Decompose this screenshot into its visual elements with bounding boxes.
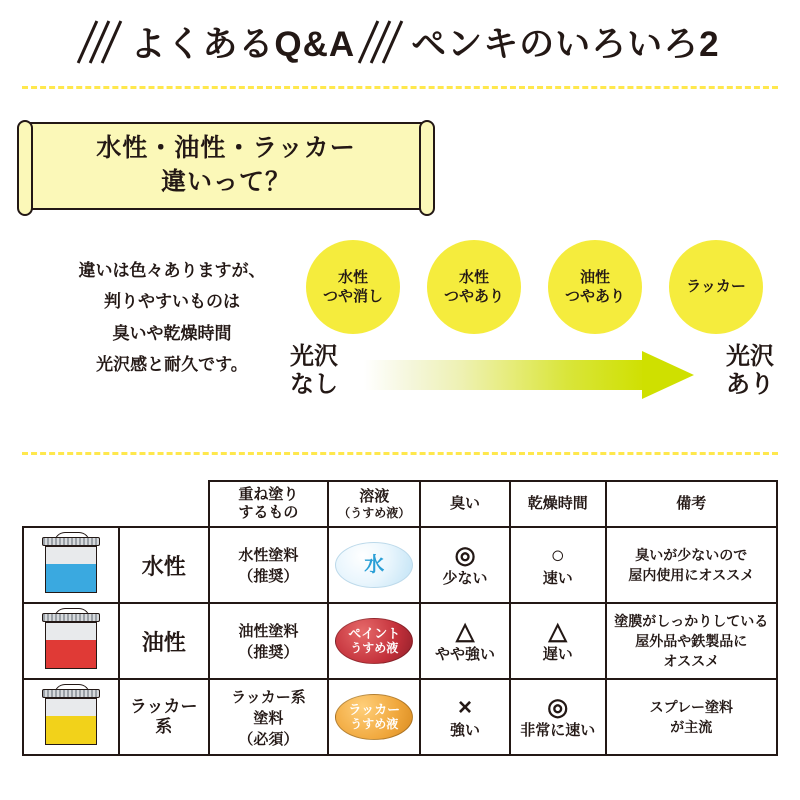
row-0-smell-symbol: ◎ <box>454 541 476 569</box>
banner-line-1: 水性・油性・ラッカー <box>96 134 356 163</box>
row-0-smell <box>420 527 510 603</box>
row-2-dry-symbol: ◎ <box>547 693 569 721</box>
row-2-solvent-line1: ラッカー <box>348 702 401 718</box>
row-2-overcoat-line2: 塗料 <box>253 709 284 727</box>
gloss-circle-1-line1: 水性 <box>458 268 489 286</box>
gloss-label-high-line2: あり <box>726 370 774 398</box>
gloss-circle-oil-gloss <box>548 240 642 334</box>
header-solvent-line1: 溶液 <box>359 487 390 505</box>
row-2-note <box>606 679 777 755</box>
intro-line-1: 違いは色々ありますが、 <box>78 261 266 280</box>
banner-line-2: 違いって？ <box>160 168 291 196</box>
header-can-blank <box>23 481 119 527</box>
scroll-cap-left-icon <box>17 120 33 216</box>
gloss-circle-group <box>300 240 770 334</box>
row-0-overcoat <box>209 527 329 603</box>
table-row <box>23 527 777 603</box>
triple-slash-icon-center <box>361 19 405 65</box>
paint-can-icon-lacquer <box>42 689 100 745</box>
divider-top <box>22 86 778 89</box>
header-overcoat <box>209 481 329 527</box>
can-top-strip <box>46 623 96 640</box>
row-0-smell-text: 少ない <box>442 569 488 587</box>
gloss-circle-2-line1: 油性 <box>579 268 610 286</box>
row-2-can-cell <box>23 679 119 755</box>
row-1-can-cell <box>23 603 119 679</box>
row-2-smell-symbol: × <box>458 693 473 721</box>
row-1-drying <box>510 603 606 679</box>
gloss-circle-water-matte <box>306 240 400 334</box>
gloss-circle-3-line1: ラッカー <box>686 278 746 296</box>
gloss-label-none-line2: なし <box>290 370 338 398</box>
triple-slash-icon-left <box>80 19 124 65</box>
row-2-solvent-line2: うすめ液 <box>350 716 399 731</box>
row-2-overcoat-line3: （必須） <box>238 730 299 748</box>
row-1-note-line3: オススメ <box>663 653 720 670</box>
can-fill <box>46 564 96 592</box>
row-0-solvent <box>328 527 420 603</box>
row-2-overcoat <box>209 679 329 755</box>
header-title-left: よくあるQ&A <box>130 25 356 64</box>
intro-paragraph <box>52 255 292 381</box>
header-overcoat-line1: 重ね塗り <box>238 486 299 503</box>
row-0-note-line1: 臭いが少ないので <box>635 546 748 563</box>
gloss-gradient-arrow-icon <box>364 354 694 396</box>
row-1-smell-symbol: △ <box>455 617 475 645</box>
intro-line-3: 臭いや乾燥時間 <box>112 323 232 343</box>
gloss-scale-row <box>282 338 782 414</box>
row-1-smell <box>420 603 510 679</box>
gloss-label-none-line1: 光沢 <box>290 343 338 370</box>
row-1-solvent-line2: うすめ液 <box>350 640 399 655</box>
can-fill <box>46 716 96 744</box>
row-0-can-cell <box>23 527 119 603</box>
row-1-dry-text: 遅い <box>542 645 573 663</box>
gloss-circle-water-gloss <box>427 240 521 334</box>
row-0-solvent-line1: 水 <box>364 554 385 576</box>
solvent-badge-lacquer-thinner-icon <box>335 694 413 740</box>
row-2-dry-text: 非常に速い <box>520 721 596 739</box>
row-0-dry-symbol: ○ <box>550 541 565 569</box>
row-1-note <box>606 603 777 679</box>
gloss-circle-0-line2: つや消し <box>322 288 383 305</box>
gloss-label-none <box>282 343 346 398</box>
section-banner <box>24 122 428 210</box>
row-0-dry-text: 速い <box>542 569 573 587</box>
row-1-smell-text: やや強い <box>435 645 496 663</box>
table-row <box>23 679 777 755</box>
gloss-label-high-line1: 光沢 <box>726 343 774 370</box>
row-1-overcoat-line1: 油性塗料 <box>238 623 299 640</box>
can-top-strip <box>46 547 96 564</box>
solvent-badge-paint-thinner-icon <box>335 618 413 664</box>
row-2-note-line2: が主流 <box>670 719 713 735</box>
table-header-row <box>23 481 777 527</box>
row-1-note-line1: 塗膜がしっかりしている <box>614 612 769 629</box>
row-2-note-line1: スプレー塗料 <box>649 698 734 715</box>
paint-can-icon-water <box>42 537 100 593</box>
can-body <box>45 698 97 745</box>
can-body <box>45 546 97 593</box>
can-body <box>45 622 97 669</box>
intro-line-4: 光沢感と耐久です。 <box>96 355 248 375</box>
row-1-note-line2: 屋外品や鉄製品に <box>635 632 748 649</box>
row-1-overcoat-line2: （推奨） <box>238 644 299 661</box>
intro-line-2: 判りやすいものは <box>104 292 240 312</box>
solvent-badge-water-icon <box>335 542 413 588</box>
row-1-dry-symbol: △ <box>548 617 567 645</box>
row-0-note <box>606 527 777 603</box>
can-lid-icon <box>42 689 100 698</box>
gloss-label-high <box>718 343 782 398</box>
gloss-gradient-bar <box>364 360 646 390</box>
header-title-right: ペンキのいろいろ2 <box>411 25 720 64</box>
can-lid-icon <box>42 537 100 546</box>
table-row <box>23 603 777 679</box>
row-2-drying <box>510 679 606 755</box>
header-type-blank <box>119 481 209 527</box>
page-header <box>0 0 800 84</box>
can-lid-icon <box>42 613 100 622</box>
comparison-table <box>22 480 778 756</box>
header-drying: 乾燥時間 <box>510 481 606 527</box>
row-2-type: ラッカー系 <box>119 679 209 755</box>
can-top-strip <box>46 699 96 716</box>
header-solvent-line2: （うすめ液） <box>338 505 411 520</box>
scroll-cap-right-icon <box>419 120 435 216</box>
divider-middle <box>22 452 778 455</box>
gloss-circle-0-line1: 水性 <box>337 268 368 286</box>
row-1-solvent <box>328 603 420 679</box>
header-overcoat-line2: するもの <box>238 504 299 521</box>
row-1-type: 油性 <box>119 603 209 679</box>
row-0-overcoat-line1: 水性塗料 <box>238 547 299 564</box>
row-0-drying <box>510 527 606 603</box>
gloss-circle-1-line2: つやあり <box>443 288 504 305</box>
row-1-solvent-line1: ペイント <box>348 626 401 642</box>
row-1-overcoat <box>209 603 329 679</box>
row-2-smell-text: 強い <box>450 721 481 739</box>
header-smell: 臭い <box>420 481 510 527</box>
row-2-overcoat-line1: ラッカー系 <box>231 688 306 706</box>
row-2-solvent <box>328 679 420 755</box>
row-2-smell <box>420 679 510 755</box>
row-0-type: 水性 <box>119 527 209 603</box>
gloss-circle-lacquer <box>669 240 763 334</box>
gloss-circle-2-line2: つやあり <box>564 288 625 305</box>
header-note: 備考 <box>606 481 777 527</box>
can-fill <box>46 640 96 668</box>
paint-can-icon-oil <box>42 613 100 669</box>
row-0-overcoat-line2: （推奨） <box>238 568 299 585</box>
gloss-arrow-head-icon <box>642 351 694 399</box>
row-0-note-line2: 屋内使用にオススメ <box>628 567 755 583</box>
header-solvent <box>328 481 420 527</box>
